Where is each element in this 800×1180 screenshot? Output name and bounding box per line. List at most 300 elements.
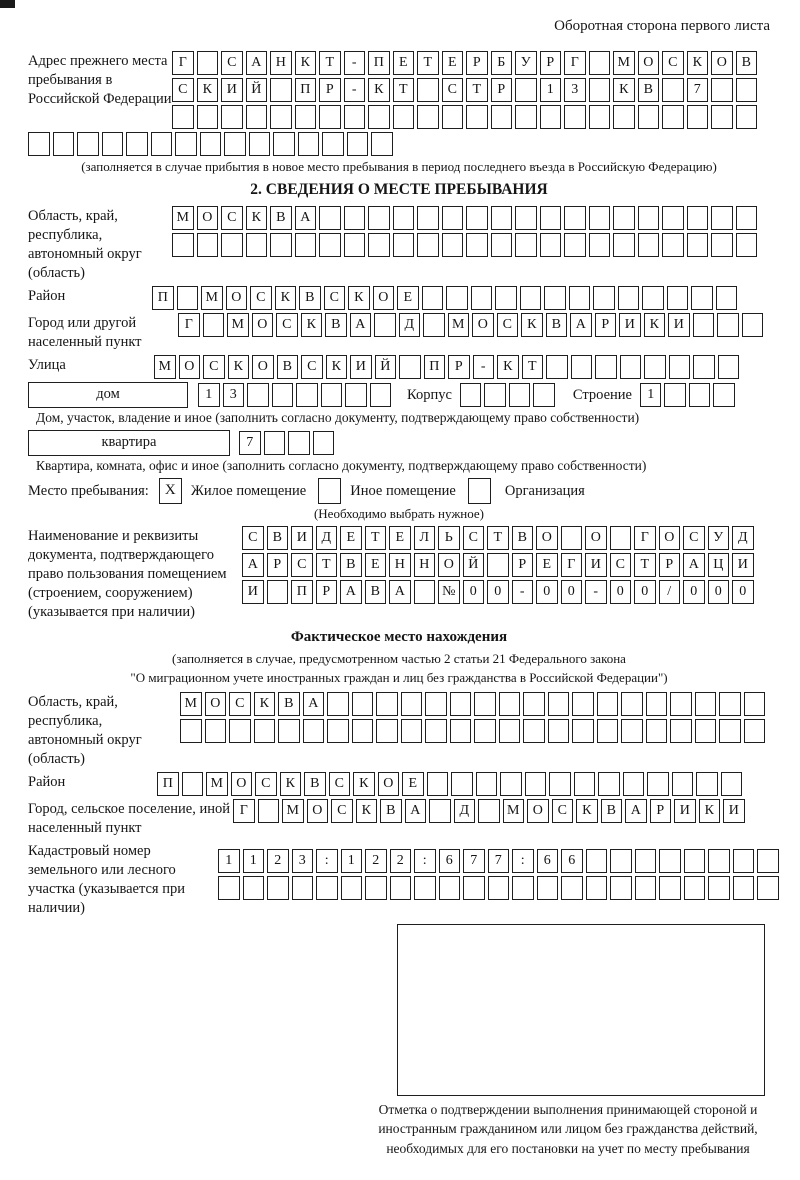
- char-cell-empty[interactable]: [368, 233, 390, 257]
- char-cell-empty[interactable]: [638, 233, 660, 257]
- char-cell-empty[interactable]: [28, 132, 50, 156]
- char-cell-filled[interactable]: Р: [319, 78, 341, 102]
- char-cell-empty[interactable]: [466, 233, 488, 257]
- char-cell-filled[interactable]: С: [324, 286, 346, 310]
- char-cell-empty[interactable]: [593, 286, 615, 310]
- char-cell-empty[interactable]: [509, 383, 531, 407]
- char-cell-filled[interactable]: К: [246, 206, 268, 230]
- char-cell-empty[interactable]: [635, 849, 657, 873]
- char-cell-empty[interactable]: [401, 719, 423, 743]
- char-cell-empty[interactable]: [662, 78, 684, 102]
- char-cell-filled[interactable]: -: [473, 355, 495, 379]
- apartment-field-box[interactable]: квартира: [28, 430, 230, 456]
- char-cell-filled[interactable]: О: [205, 692, 227, 716]
- char-cell-empty[interactable]: [288, 431, 310, 455]
- char-cell-filled[interactable]: И: [674, 799, 696, 823]
- char-cell-filled[interactable]: О: [231, 772, 253, 796]
- char-cell-filled[interactable]: 2: [267, 849, 289, 873]
- char-cell-empty[interactable]: [393, 233, 415, 257]
- char-cell-empty[interactable]: [270, 233, 292, 257]
- char-cell-empty[interactable]: [620, 355, 642, 379]
- char-cell-filled[interactable]: 2: [390, 849, 412, 873]
- char-cell-filled[interactable]: Н: [389, 553, 411, 577]
- char-cell-empty[interactable]: [374, 313, 396, 337]
- char-cell-filled[interactable]: В: [638, 78, 660, 102]
- char-cell-empty[interactable]: [427, 772, 449, 796]
- char-cell-empty[interactable]: [371, 132, 393, 156]
- char-cell-empty[interactable]: [393, 105, 415, 129]
- char-cell-filled[interactable]: 7: [687, 78, 709, 102]
- char-cell-filled[interactable]: Р: [540, 51, 562, 75]
- char-cell-empty[interactable]: [224, 132, 246, 156]
- char-cell-filled[interactable]: Д: [732, 526, 754, 550]
- char-cell-filled[interactable]: К: [521, 313, 543, 337]
- char-cell-empty[interactable]: [292, 876, 314, 900]
- char-cell-filled[interactable]: 2: [365, 849, 387, 873]
- char-cell-filled[interactable]: И: [732, 553, 754, 577]
- char-cell-filled[interactable]: 7: [463, 849, 485, 873]
- char-cell-empty[interactable]: [423, 313, 445, 337]
- char-cell-filled[interactable]: Р: [491, 78, 513, 102]
- char-cell-empty[interactable]: [711, 233, 733, 257]
- char-cell-empty[interactable]: [586, 849, 608, 873]
- char-cell-filled[interactable]: П: [291, 580, 313, 604]
- char-cell-filled[interactable]: К: [197, 78, 219, 102]
- char-cell-filled[interactable]: О: [226, 286, 248, 310]
- char-cell-empty[interactable]: [390, 876, 412, 900]
- char-cell-filled[interactable]: Т: [466, 78, 488, 102]
- char-cell-empty[interactable]: [278, 719, 300, 743]
- char-cell-empty[interactable]: [520, 286, 542, 310]
- char-cell-filled[interactable]: Е: [365, 553, 387, 577]
- char-cell-empty[interactable]: [635, 876, 657, 900]
- char-cell-filled[interactable]: В: [736, 51, 758, 75]
- char-cell-empty[interactable]: [327, 719, 349, 743]
- char-cell-empty[interactable]: [572, 692, 594, 716]
- char-cell-empty[interactable]: [352, 692, 374, 716]
- char-cell-filled[interactable]: Й: [246, 78, 268, 102]
- char-cell-filled[interactable]: Е: [393, 51, 415, 75]
- char-cell-empty[interactable]: [376, 719, 398, 743]
- char-cell-filled[interactable]: Н: [414, 553, 436, 577]
- char-cell-empty[interactable]: [446, 286, 468, 310]
- char-cell-empty[interactable]: [476, 772, 498, 796]
- char-cell-filled[interactable]: О: [711, 51, 733, 75]
- char-cell-empty[interactable]: [267, 876, 289, 900]
- char-cell-empty[interactable]: [352, 719, 374, 743]
- char-cell-empty[interactable]: [569, 286, 591, 310]
- char-cell-filled[interactable]: 1: [243, 849, 265, 873]
- char-cell-empty[interactable]: [393, 206, 415, 230]
- char-cell-filled[interactable]: 0: [683, 580, 705, 604]
- char-cell-filled[interactable]: Ц: [708, 553, 730, 577]
- char-cell-filled[interactable]: С: [329, 772, 351, 796]
- char-cell-empty[interactable]: [102, 132, 124, 156]
- char-cell-empty[interactable]: [621, 719, 643, 743]
- char-cell-empty[interactable]: [319, 105, 341, 129]
- char-cell-empty[interactable]: [197, 233, 219, 257]
- char-cell-filled[interactable]: С: [683, 526, 705, 550]
- char-cell-empty[interactable]: [451, 772, 473, 796]
- char-cell-empty[interactable]: [564, 206, 586, 230]
- char-cell-filled[interactable]: П: [368, 51, 390, 75]
- char-cell-empty[interactable]: [425, 719, 447, 743]
- char-cell-empty[interactable]: [561, 526, 583, 550]
- char-cell-filled[interactable]: -: [344, 51, 366, 75]
- char-cell-empty[interactable]: [589, 78, 611, 102]
- char-cell-filled[interactable]: 1: [640, 383, 662, 407]
- char-cell-empty[interactable]: [693, 313, 715, 337]
- char-cell-filled[interactable]: К: [699, 799, 721, 823]
- char-cell-empty[interactable]: [646, 719, 668, 743]
- char-cell-filled[interactable]: Р: [316, 580, 338, 604]
- char-cell-empty[interactable]: [662, 233, 684, 257]
- char-cell-empty[interactable]: [429, 799, 451, 823]
- char-cell-filled[interactable]: И: [723, 799, 745, 823]
- char-cell-empty[interactable]: [525, 772, 547, 796]
- char-cell-empty[interactable]: [512, 876, 534, 900]
- char-cell-empty[interactable]: [442, 233, 464, 257]
- char-cell-empty[interactable]: [243, 876, 265, 900]
- char-cell-filled[interactable]: С: [221, 51, 243, 75]
- char-cell-empty[interactable]: [258, 799, 280, 823]
- char-cell-empty[interactable]: [172, 233, 194, 257]
- char-cell-empty[interactable]: [218, 876, 240, 900]
- char-cell-filled[interactable]: -: [512, 580, 534, 604]
- char-cell-empty[interactable]: [684, 849, 706, 873]
- char-cell-empty[interactable]: [515, 105, 537, 129]
- char-cell-filled[interactable]: В: [380, 799, 402, 823]
- char-cell-filled[interactable]: С: [172, 78, 194, 102]
- char-cell-empty[interactable]: [610, 849, 632, 873]
- char-cell-filled[interactable]: Т: [393, 78, 415, 102]
- char-cell-empty[interactable]: [718, 355, 740, 379]
- char-cell-filled[interactable]: К: [228, 355, 250, 379]
- char-cell-filled[interactable]: У: [708, 526, 730, 550]
- char-cell-empty[interactable]: [229, 719, 251, 743]
- char-cell-filled[interactable]: Р: [650, 799, 672, 823]
- char-cell-filled[interactable]: С: [221, 206, 243, 230]
- char-cell-filled[interactable]: И: [585, 553, 607, 577]
- char-cell-filled[interactable]: В: [365, 580, 387, 604]
- char-cell-empty[interactable]: [487, 553, 509, 577]
- char-cell-empty[interactable]: [757, 876, 779, 900]
- char-cell-empty[interactable]: [540, 233, 562, 257]
- char-cell-empty[interactable]: [471, 286, 493, 310]
- char-cell-empty[interactable]: [621, 692, 643, 716]
- char-cell-empty[interactable]: [721, 772, 743, 796]
- char-cell-empty[interactable]: [321, 383, 343, 407]
- char-cell-empty[interactable]: [670, 692, 692, 716]
- char-cell-empty[interactable]: [713, 383, 735, 407]
- char-cell-filled[interactable]: Г: [634, 526, 656, 550]
- char-cell-empty[interactable]: [499, 719, 521, 743]
- char-cell-filled[interactable]: К: [301, 313, 323, 337]
- char-cell-filled[interactable]: К: [687, 51, 709, 75]
- char-cell-filled[interactable]: О: [307, 799, 329, 823]
- char-cell-empty[interactable]: [733, 876, 755, 900]
- char-cell-empty[interactable]: [175, 132, 197, 156]
- char-cell-empty[interactable]: [574, 772, 596, 796]
- char-cell-filled[interactable]: М: [448, 313, 470, 337]
- char-cell-filled[interactable]: В: [278, 692, 300, 716]
- char-cell-filled[interactable]: А: [350, 313, 372, 337]
- char-cell-filled[interactable]: О: [252, 355, 274, 379]
- char-cell-filled[interactable]: А: [625, 799, 647, 823]
- char-cell-empty[interactable]: [644, 355, 666, 379]
- char-cell-filled[interactable]: Т: [319, 51, 341, 75]
- char-cell-filled[interactable]: 6: [537, 849, 559, 873]
- char-cell-filled[interactable]: Г: [178, 313, 200, 337]
- char-cell-empty[interactable]: [495, 286, 517, 310]
- char-cell-empty[interactable]: [595, 355, 617, 379]
- char-cell-empty[interactable]: [295, 233, 317, 257]
- char-cell-filled[interactable]: И: [619, 313, 641, 337]
- char-cell-empty[interactable]: [736, 206, 758, 230]
- char-cell-filled[interactable]: 6: [561, 849, 583, 873]
- char-cell-filled[interactable]: С: [301, 355, 323, 379]
- char-cell-filled[interactable]: Е: [442, 51, 464, 75]
- char-cell-filled[interactable]: 7: [488, 849, 510, 873]
- house-field-box[interactable]: дом: [28, 382, 188, 408]
- char-cell-empty[interactable]: [417, 206, 439, 230]
- char-cell-empty[interactable]: [708, 849, 730, 873]
- char-cell-empty[interactable]: [610, 526, 632, 550]
- char-cell-filled[interactable]: О: [536, 526, 558, 550]
- char-cell-empty[interactable]: [246, 233, 268, 257]
- char-cell-empty[interactable]: [540, 206, 562, 230]
- char-cell-empty[interactable]: [572, 719, 594, 743]
- char-cell-filled[interactable]: В: [601, 799, 623, 823]
- char-cell-empty[interactable]: [370, 383, 392, 407]
- char-cell-empty[interactable]: [177, 286, 199, 310]
- char-cell-filled[interactable]: Г: [233, 799, 255, 823]
- char-cell-empty[interactable]: [491, 233, 513, 257]
- char-cell-filled[interactable]: О: [373, 286, 395, 310]
- char-cell-filled[interactable]: В: [277, 355, 299, 379]
- char-cell-filled[interactable]: Д: [316, 526, 338, 550]
- char-cell-filled[interactable]: С: [276, 313, 298, 337]
- char-cell-filled[interactable]: Р: [466, 51, 488, 75]
- char-cell-empty[interactable]: [221, 105, 243, 129]
- char-cell-filled[interactable]: 0: [708, 580, 730, 604]
- char-cell-filled[interactable]: С: [203, 355, 225, 379]
- char-cell-filled[interactable]: Г: [561, 553, 583, 577]
- char-cell-empty[interactable]: [488, 876, 510, 900]
- char-cell-empty[interactable]: [716, 286, 738, 310]
- char-cell-empty[interactable]: [589, 105, 611, 129]
- char-cell-filled[interactable]: 3: [564, 78, 586, 102]
- char-cell-filled[interactable]: К: [644, 313, 666, 337]
- char-cell-empty[interactable]: [613, 233, 635, 257]
- char-cell-empty[interactable]: [474, 719, 496, 743]
- char-cell-empty[interactable]: [711, 105, 733, 129]
- char-cell-filled[interactable]: -: [585, 580, 607, 604]
- char-cell-filled[interactable]: С: [242, 526, 264, 550]
- char-cell-filled[interactable]: Т: [316, 553, 338, 577]
- char-cell-filled[interactable]: П: [152, 286, 174, 310]
- char-cell-empty[interactable]: [197, 105, 219, 129]
- char-cell-empty[interactable]: [322, 132, 344, 156]
- char-cell-empty[interactable]: [571, 355, 593, 379]
- char-cell-filled[interactable]: И: [242, 580, 264, 604]
- char-cell-filled[interactable]: С: [250, 286, 272, 310]
- char-cell-empty[interactable]: [540, 105, 562, 129]
- char-cell-empty[interactable]: [417, 233, 439, 257]
- char-cell-empty[interactable]: [303, 719, 325, 743]
- char-cell-filled[interactable]: 1: [198, 383, 220, 407]
- char-cell-empty[interactable]: [623, 772, 645, 796]
- char-cell-filled[interactable]: 6: [439, 849, 461, 873]
- char-cell-filled[interactable]: Ь: [438, 526, 460, 550]
- char-cell-filled[interactable]: 0: [610, 580, 632, 604]
- char-cell-filled[interactable]: И: [291, 526, 313, 550]
- char-cell-empty[interactable]: [460, 383, 482, 407]
- char-cell-filled[interactable]: 7: [239, 431, 261, 455]
- char-cell-empty[interactable]: [586, 876, 608, 900]
- char-cell-filled[interactable]: С: [662, 51, 684, 75]
- char-cell-filled[interactable]: А: [340, 580, 362, 604]
- char-cell-empty[interactable]: [298, 132, 320, 156]
- char-cell-filled[interactable]: Г: [564, 51, 586, 75]
- char-cell-filled[interactable]: Й: [463, 553, 485, 577]
- char-cell-empty[interactable]: [264, 431, 286, 455]
- char-cell-filled[interactable]: С: [497, 313, 519, 337]
- char-cell-filled[interactable]: О: [472, 313, 494, 337]
- char-cell-empty[interactable]: [744, 719, 766, 743]
- char-cell-empty[interactable]: [672, 772, 694, 796]
- char-cell-empty[interactable]: [613, 105, 635, 129]
- char-cell-empty[interactable]: [613, 206, 635, 230]
- char-cell-filled[interactable]: 1: [341, 849, 363, 873]
- char-cell-empty[interactable]: [126, 132, 148, 156]
- char-cell-empty[interactable]: [376, 692, 398, 716]
- char-cell-filled[interactable]: С: [291, 553, 313, 577]
- char-cell-empty[interactable]: [708, 876, 730, 900]
- char-cell-filled[interactable]: 1: [218, 849, 240, 873]
- char-cell-empty[interactable]: [221, 233, 243, 257]
- char-cell-filled[interactable]: М: [613, 51, 635, 75]
- char-cell-empty[interactable]: [466, 206, 488, 230]
- char-cell-empty[interactable]: [564, 105, 586, 129]
- char-cell-empty[interactable]: [246, 105, 268, 129]
- char-cell-empty[interactable]: [515, 206, 537, 230]
- char-cell-filled[interactable]: Р: [267, 553, 289, 577]
- char-cell-filled[interactable]: Т: [634, 553, 656, 577]
- char-cell-empty[interactable]: [439, 876, 461, 900]
- char-cell-empty[interactable]: [717, 313, 739, 337]
- char-cell-empty[interactable]: [695, 719, 717, 743]
- char-cell-filled[interactable]: В: [512, 526, 534, 550]
- char-cell-filled[interactable]: Т: [487, 526, 509, 550]
- char-cell-empty[interactable]: [425, 692, 447, 716]
- char-cell-empty[interactable]: [254, 719, 276, 743]
- char-cell-empty[interactable]: [687, 105, 709, 129]
- char-cell-filled[interactable]: П: [295, 78, 317, 102]
- char-cell-filled[interactable]: Д: [399, 313, 421, 337]
- char-cell-filled[interactable]: М: [154, 355, 176, 379]
- char-cell-empty[interactable]: [638, 206, 660, 230]
- char-cell-filled[interactable]: К: [295, 51, 317, 75]
- char-cell-filled[interactable]: С: [552, 799, 574, 823]
- char-cell-filled[interactable]: Й: [375, 355, 397, 379]
- stay-type-checkbox-other-premises[interactable]: [318, 478, 341, 504]
- char-cell-empty[interactable]: [442, 105, 464, 129]
- char-cell-empty[interactable]: [742, 313, 764, 337]
- stay-type-checkbox-residential[interactable]: X: [159, 478, 182, 504]
- char-cell-filled[interactable]: С: [610, 553, 632, 577]
- char-cell-empty[interactable]: [478, 799, 500, 823]
- char-cell-empty[interactable]: [344, 233, 366, 257]
- char-cell-empty[interactable]: [365, 876, 387, 900]
- char-cell-empty[interactable]: [664, 383, 686, 407]
- char-cell-filled[interactable]: О: [659, 526, 681, 550]
- char-cell-filled[interactable]: Е: [536, 553, 558, 577]
- char-cell-empty[interactable]: [662, 105, 684, 129]
- char-cell-empty[interactable]: [442, 206, 464, 230]
- char-cell-empty[interactable]: [687, 233, 709, 257]
- char-cell-filled[interactable]: В: [270, 206, 292, 230]
- char-cell-filled[interactable]: :: [512, 849, 534, 873]
- char-cell-filled[interactable]: И: [668, 313, 690, 337]
- char-cell-empty[interactable]: [684, 876, 706, 900]
- char-cell-filled[interactable]: О: [197, 206, 219, 230]
- char-cell-filled[interactable]: 3: [223, 383, 245, 407]
- char-cell-empty[interactable]: [548, 719, 570, 743]
- char-cell-filled[interactable]: П: [424, 355, 446, 379]
- char-cell-empty[interactable]: [515, 78, 537, 102]
- char-cell-empty[interactable]: [711, 78, 733, 102]
- char-cell-filled[interactable]: 0: [487, 580, 509, 604]
- char-cell-empty[interactable]: [319, 233, 341, 257]
- char-cell-filled[interactable]: С: [463, 526, 485, 550]
- char-cell-empty[interactable]: [523, 692, 545, 716]
- char-cell-filled[interactable]: А: [570, 313, 592, 337]
- char-cell-empty[interactable]: [267, 580, 289, 604]
- char-cell-empty[interactable]: [589, 51, 611, 75]
- char-cell-empty[interactable]: [544, 286, 566, 310]
- char-cell-filled[interactable]: А: [405, 799, 427, 823]
- char-cell-empty[interactable]: [696, 772, 718, 796]
- char-cell-empty[interactable]: [711, 206, 733, 230]
- char-cell-filled[interactable]: /: [659, 580, 681, 604]
- char-cell-empty[interactable]: [172, 105, 194, 129]
- char-cell-empty[interactable]: [670, 719, 692, 743]
- char-cell-empty[interactable]: [546, 355, 568, 379]
- char-cell-empty[interactable]: [618, 286, 640, 310]
- char-cell-empty[interactable]: [368, 206, 390, 230]
- char-cell-filled[interactable]: К: [613, 78, 635, 102]
- char-cell-empty[interactable]: [417, 78, 439, 102]
- char-cell-filled[interactable]: М: [201, 286, 223, 310]
- char-cell-filled[interactable]: М: [172, 206, 194, 230]
- char-cell-empty[interactable]: [327, 692, 349, 716]
- char-cell-empty[interactable]: [693, 355, 715, 379]
- char-cell-filled[interactable]: А: [683, 553, 705, 577]
- char-cell-filled[interactable]: С: [331, 799, 353, 823]
- char-cell-filled[interactable]: 1: [540, 78, 562, 102]
- char-cell-filled[interactable]: Н: [270, 51, 292, 75]
- char-cell-filled[interactable]: 0: [634, 580, 656, 604]
- char-cell-filled[interactable]: Л: [414, 526, 436, 550]
- char-cell-filled[interactable]: А: [246, 51, 268, 75]
- char-cell-empty[interactable]: [647, 772, 669, 796]
- char-cell-empty[interactable]: [313, 431, 335, 455]
- char-cell-filled[interactable]: Г: [172, 51, 194, 75]
- char-cell-filled[interactable]: М: [180, 692, 202, 716]
- char-cell-filled[interactable]: С: [255, 772, 277, 796]
- char-cell-filled[interactable]: 0: [463, 580, 485, 604]
